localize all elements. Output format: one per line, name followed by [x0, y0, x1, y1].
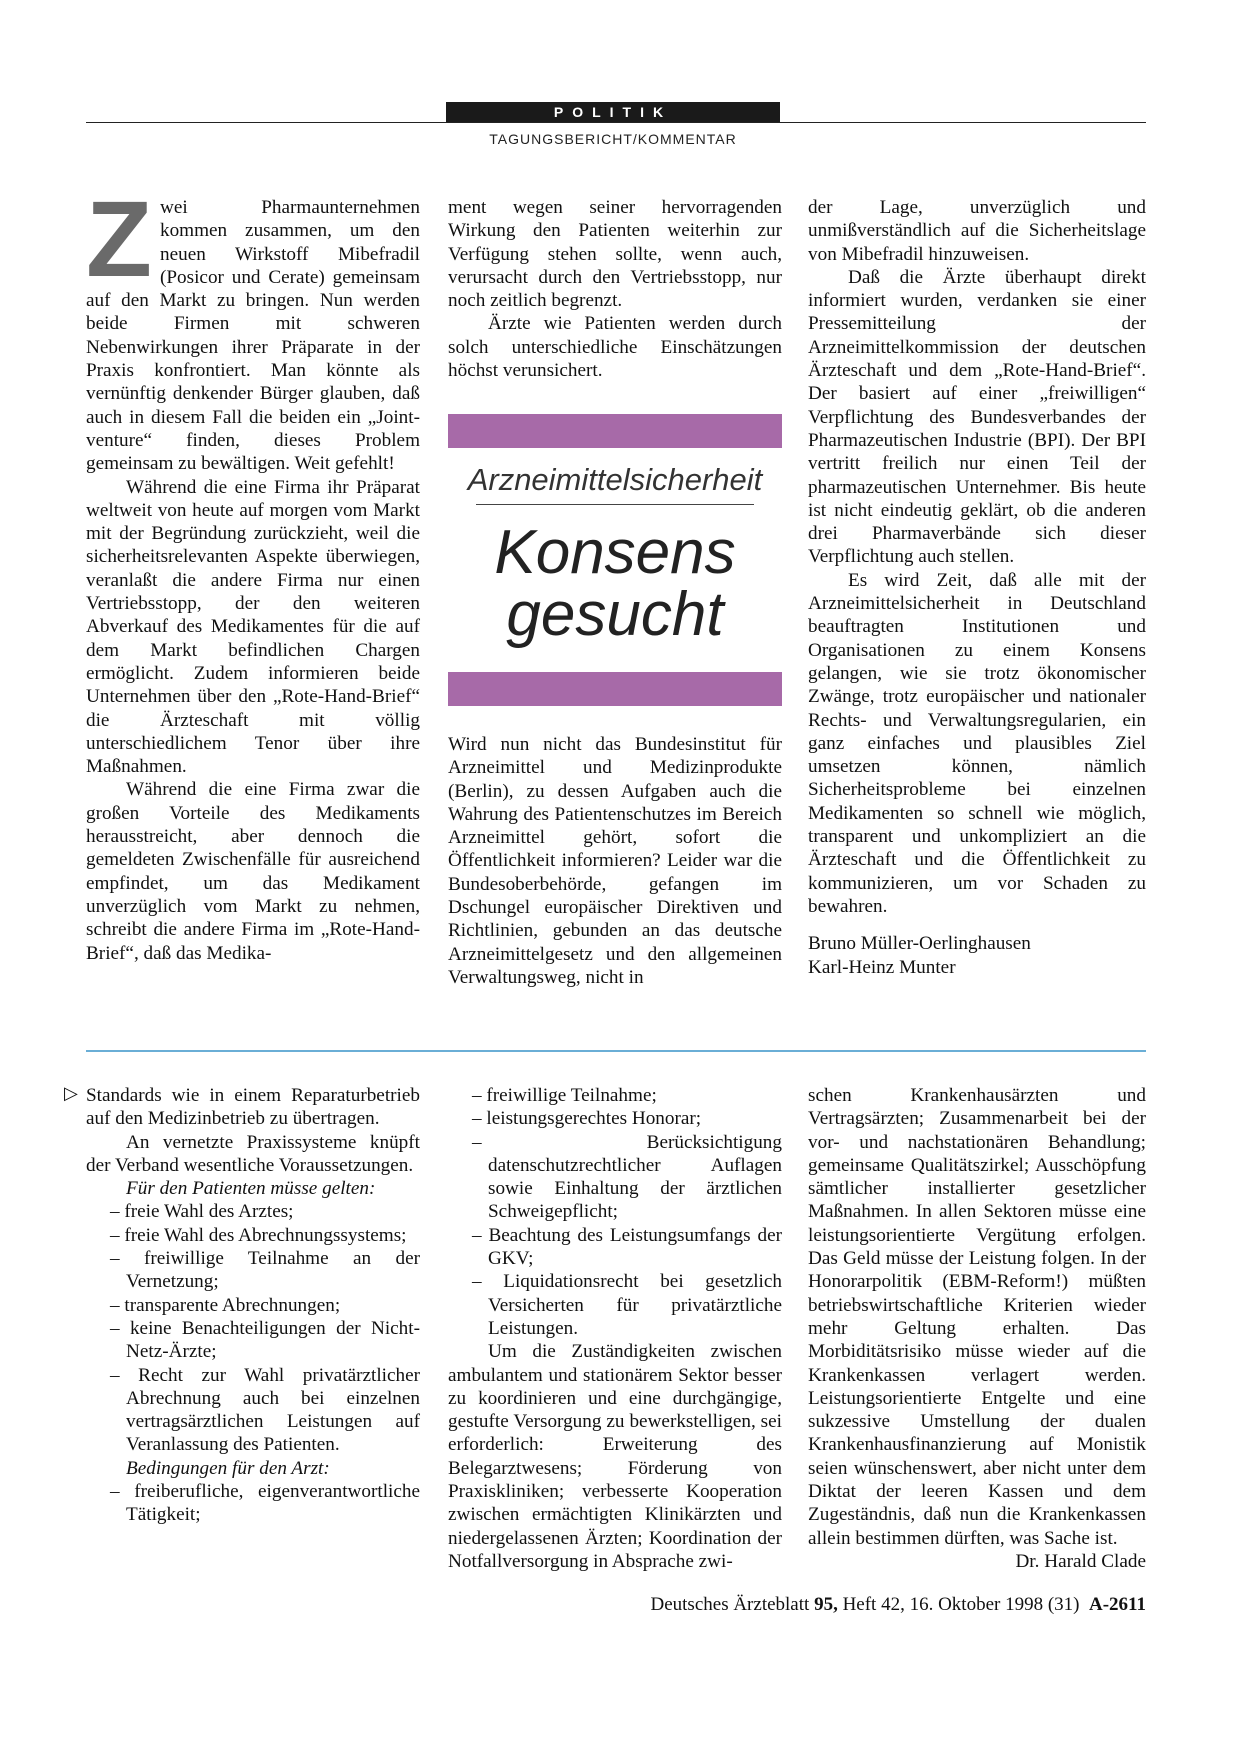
list-item: – freiwillige Teilnahme; — [472, 1085, 657, 1106]
list-heading: Für den Patienten müsse gelten: — [126, 1178, 376, 1200]
section-label: POLITIK — [446, 102, 780, 122]
list-item: – keine Benachteiligungen der Nicht-Netz-Ärzte; — [110, 1317, 420, 1363]
header-rule — [86, 122, 1146, 123]
continued-column-3 — [808, 1084, 1146, 1573]
article-column-1 — [86, 178, 420, 965]
article-paragraph: Während die eine Firma ihr Präparat weltweit von heute auf morgen vom Markt mit der Begründung zurückzieht, weil die sicherheitsrelevanten Aspekte überwiegen, veranlaßt die andere Firma nur einen Vertriebsstopp, der den weiteren Abverkauf des Medikamentes für die auf dem Markt befindlichen Chargen ermöglicht. Zudem informieren beide Unternehmen über den „Rote-Hand-Brief“ die Ärzteschaft mit völlig unterschiedlichem Tenor über ihre Maßnahmen. — [86, 476, 420, 778]
page-number: A-2611 — [1089, 1594, 1146, 1615]
kicker: Arzneimittelsicherheit — [467, 462, 763, 497]
article-paragraph: ment wegen seiner hervorragenden Wirkung den Patienten weiterhin zur Verfügung stehen sollte, wenn auch, verursacht durch den Vertriebsstopp, nur noch zeitlich begrenzt. — [448, 197, 782, 312]
article-paragraph: Um die Zuständigkeiten zwischen ambulantem und stationärem Sektor besser zu koordinieren und eine durchgängige, gestufte Versorgung zu bewerkstelligen, sei erforderlich: Erweiterung des Belegarztwesens; Förderung von Praxiskliniken; verbesserte Kooperation zwischen ermächtigten Klinikärzten und niedergelassenen Ärzten; Koordination der Notfallversorgung in Absprache zwi- — [448, 1341, 782, 1572]
list-item: – transparente Abrechnungen; — [110, 1294, 341, 1316]
article-paragraph: An vernetzte Praxissysteme knüpft der Verband wesentliche Voraussetzungen. — [86, 1131, 420, 1176]
list-item: – Beachtung des Leistungsumfangs der GKV; — [472, 1224, 782, 1270]
list-item: – leistungsgerechtes Honorar; — [472, 1108, 702, 1130]
list-item: – freie Wahl des Arztes; — [110, 1201, 294, 1223]
article-paragraph: Standards wie in einem Reparaturbetrieb auf den Medizinbetrieb zu übertragen. — [86, 1085, 420, 1130]
issue-date: Heft 42, 16. Oktober 1998 (31) — [842, 1594, 1080, 1615]
continued-column-2 — [448, 1084, 782, 1573]
byline: Dr. Harald Clade — [1015, 1550, 1146, 1572]
headline-line: Konsens — [494, 518, 736, 587]
article-paragraph: der Lage, unverzüglich und unmißverständlich auf die Sicherheitslage von Mibefradil hinzuweisen. — [808, 197, 1146, 265]
headline-top-bar — [448, 414, 782, 448]
article-paragraph: Während die eine Firma zwar die großen Vorteile des Medikaments herausstreicht, aber dennoch die gemeldeten Zwischenfälle für ausreichend empfindet, um das Medikament unverzüglich vom Markt zu nehmen, schreibt die andere Firma im „Rote-Hand-Brief“, daß das Medika- — [86, 779, 420, 964]
headline-bottom-bar — [448, 672, 782, 706]
drop-cap: Z — [86, 178, 152, 299]
article-paragraph: Wird nun nicht das Bundesinstitut für Arzneimittel und Medizinprodukte (Berlin), zu dessen Aufgaben auch die Wahrung des Patientenschutzes im Bereich Arzneimittel gehört, sofort die Öffentlichkeit informieren? Leider war die Bundesoberbehörde, gefangen im Dschungel europäischer Direktiven und Richtlinien, gebunden an das deutsche Arzneimittelgesetz und den allgemeinen Verwaltungsweg, nicht in — [448, 734, 782, 988]
article-paragraph: Ärzte wie Patienten werden durch solch unterschiedliche Einschätzungen höchst verunsichert. — [448, 313, 782, 382]
author-name: Karl-Heinz Munter — [808, 956, 956, 978]
list-item: – freiberufliche, eigenverantwortliche Tätigkeit; — [110, 1481, 420, 1526]
article-paragraph: schen Krankenhausärzten und Vertragsärzten; Zusammenarbeit bei der vor- und nachstationären Behandlung; gemeinsame Qualitätszirkel; Ausschöpfung sämtlicher installierter gesetzlicher Maßnahmen. In allen Sektoren müsse eine leistungsorientierte Vergütung erfolgen. Das Geld müsse der Leistung folgen. In der Honorarpolitik (EBM-Reform!) müßten betriebswirtschaftliche Kriterien wieder mehr Geltung erhalten. Das Morbiditätsrisiko müsse wieder auf die Krankenkassen verlagert werden. Leistungsorientierte Entgelte und eine sukzessive Umstellung der dualen Krankenhausfinanzierung auf Monistik seien wünschenswert, aber nicht unter dem Diktat der leeren Kassen und dem Zugeständnis, daß nun die Krankenkassen allein bestimmen dürften, was Sache ist. Dr. Harald Clade — [808, 1085, 1146, 1572]
list-item: – Berücksichtigung datenschutzrechtlicher Auflagen sowie Einhaltung der ärztlichen Schweigepflicht; — [472, 1131, 782, 1223]
continuation-arrow-icon: ▷ — [64, 1083, 78, 1103]
journal-name: Deutsches Ärzteblatt — [650, 1594, 810, 1615]
kicker-rule — [476, 504, 754, 505]
article-column-3 — [808, 196, 1146, 979]
authors — [808, 932, 1146, 979]
author-name: Bruno Müller-Oerlinghausen — [808, 933, 1031, 955]
list-item: – freie Wahl des Abrechnungssystems; — [110, 1224, 407, 1246]
list-heading: Bedingungen für den Arzt: — [126, 1457, 330, 1479]
headline — [448, 518, 782, 649]
article-column-2-top — [448, 196, 782, 382]
list-item: – freiwillige Teilnahme an der Vernetzung; — [110, 1248, 420, 1293]
section-divider — [86, 1050, 1146, 1052]
continued-column-1 — [86, 1084, 420, 1527]
article-paragraph: Daß die Ärzte überhaupt direkt informiert wurden, verdanken sie einer Pressemitteilung der Arzneimittelkommission der deutschen Ärzteschaft und dem „Rote-Hand-Brief“. Der basiert auf einer „freiwilligen“ Verpflichtung des Bundesverbandes der Pharmazeutischen Industrie (BPI). Der BPI vertritt freilich nur einen Teil der pharmazeutischen Unternehmer. Bis heute ist nicht eindeutig geklärt, ob die anderen drei Pharmaverbände sich dieser Verpflichtung auch stellen. — [808, 266, 1146, 568]
list-item: – Recht zur Wahl privatärztlicher Abrechnung auch bei einzelnen vertragsärztlichen Leistungen auf Veranlassung des Patienten. — [110, 1364, 420, 1456]
article-column-2-bottom — [448, 733, 782, 989]
journal-volume: 95, — [814, 1594, 838, 1615]
article-paragraph: Es wird Zeit, daß alle mit der Arzneimittelsicherheit in Deutschland beauftragten Institutionen und Organisationen zu einem Konsens gelangen, wie sie trotz ökonomischer Zwänge, trotz europäischer und nationaler Rechts- und Verwaltungsregularien, ein ganz einfaches und plausibles Ziel umsetzen können, nämlich Sicherheitsprobleme bei einzelnen Medikamenten so schnell wie möglich, transparent und unkompliziert an die Ärzteschaft und die Öffentlichkeit zu kommunizieren, um vor Schaden zu bewahren. — [808, 569, 1146, 917]
article-paragraph: Zwei Pharmaunternehmen kommen zusammen, um den neuen Wirkstoff Mibefradil (Posicor und Cerate) gemeinsam auf den Markt zu bringen. Nun werden beide Firmen mit schweren Nebenwirkungen ihrer Präparate in der Praxis konfrontiert. Man könnte als vernünftig denkender Bürger glauben, daß auch in diesem Fall die beiden ein „Joint-venture“ finden, dieses Problem gemeinsam zu bewältigen. Weit gefehlt! — [86, 178, 420, 475]
subsection-label: TAGUNGSBERICHT/KOMMENTAR — [489, 131, 737, 147]
headline-line: gesucht — [506, 580, 724, 649]
list-item: – Liquidationsrecht bei gesetzlich Versicherten für privatärztliche Leistungen. — [472, 1271, 782, 1339]
page-footer — [651, 1594, 1147, 1616]
